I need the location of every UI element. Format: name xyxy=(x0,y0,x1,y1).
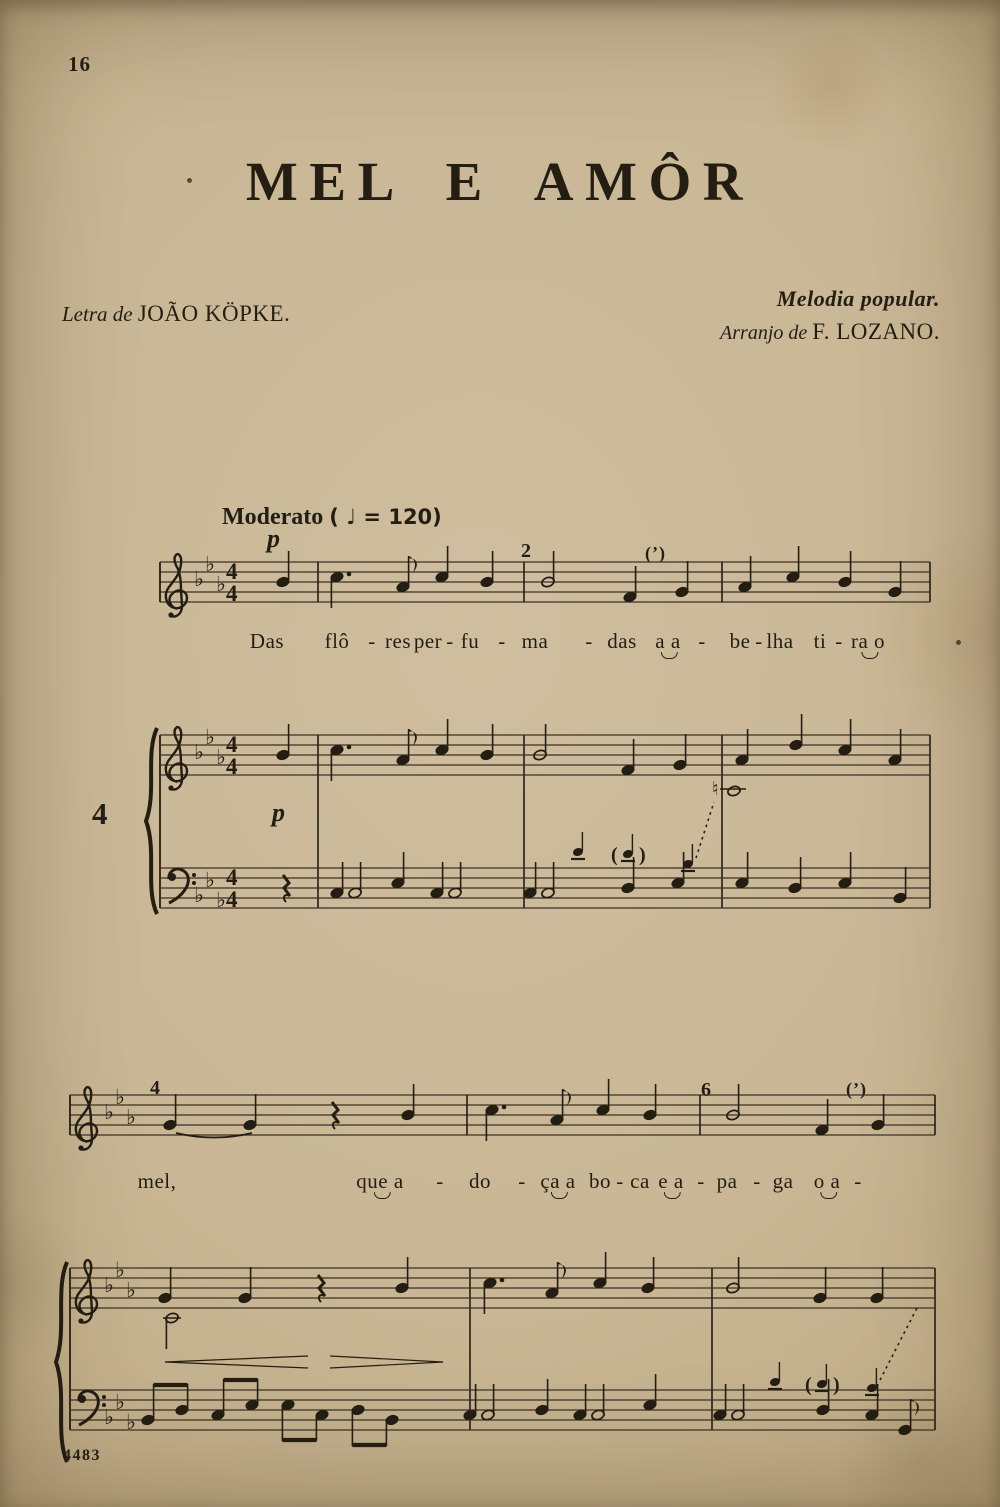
lyric-syllable: - xyxy=(835,629,843,653)
svg-text:4: 4 xyxy=(226,887,238,912)
lyric-syllable: per xyxy=(413,629,443,653)
lyric-syllable: res xyxy=(385,629,411,653)
lyric-syllable: flô xyxy=(324,629,350,653)
lyric-syllable: ga xyxy=(772,1169,794,1193)
page-number: 16 xyxy=(68,52,91,76)
lyric-syllable: do xyxy=(469,1169,491,1193)
lyric-syllable: fu xyxy=(460,629,480,653)
credit-arranger-prefix: Arranjo de xyxy=(720,322,813,344)
svg-text:♭: ♭ xyxy=(194,740,204,764)
svg-text:): ) xyxy=(833,1374,840,1396)
svg-text:♭: ♭ xyxy=(194,883,204,907)
lyric-syllable: e a xyxy=(658,1169,684,1193)
lyric-syllable: o a xyxy=(813,1169,841,1193)
breath-mark-1: (’) xyxy=(645,543,666,563)
lyric-syllable: - xyxy=(753,1169,761,1193)
lyric-syllable: das xyxy=(607,629,637,653)
lyric-syllable: ça a xyxy=(540,1169,576,1193)
svg-text:♭: ♭ xyxy=(205,552,215,576)
svg-text:♭: ♭ xyxy=(194,567,204,591)
lyric-syllable: - xyxy=(755,629,763,653)
svg-text:): ) xyxy=(639,844,646,866)
svg-text:(: ( xyxy=(611,844,618,866)
lyric-syllable: - xyxy=(436,1169,444,1193)
lyric-syllable: bo xyxy=(589,1169,611,1193)
svg-text:♭: ♭ xyxy=(216,745,226,769)
lyric-syllable: - xyxy=(854,1169,862,1193)
lyric-syllable: - xyxy=(446,629,454,653)
credit-arranger-name: F. LOZANO. xyxy=(812,319,940,344)
metronome-marking: ( ♩ = 120) xyxy=(329,505,442,529)
svg-text:♭: ♭ xyxy=(126,1105,136,1129)
lyric-syllable: be xyxy=(729,629,751,653)
plate-number: 4483 xyxy=(63,1447,101,1464)
lyric-syllable: Das xyxy=(249,629,285,653)
lyric-syllable: - xyxy=(368,629,376,653)
system-number: 4 xyxy=(92,796,108,831)
lyric-syllable: ma xyxy=(521,629,549,653)
lyric-syllable: - xyxy=(518,1169,526,1193)
dynamic-p-vocal: p xyxy=(267,524,280,553)
lyric-syllable: - xyxy=(585,629,593,653)
svg-text:♭: ♭ xyxy=(115,1085,125,1109)
svg-text:♭: ♭ xyxy=(104,1405,114,1429)
lyric-syllable: - xyxy=(498,629,506,653)
svg-text:♭: ♭ xyxy=(126,1410,136,1434)
lyric-syllable: - xyxy=(698,629,706,653)
svg-text:(: ( xyxy=(805,1374,812,1396)
svg-text:4: 4 xyxy=(226,865,238,890)
lyric-syllable: - xyxy=(616,1169,624,1193)
lyric-syllable: ti xyxy=(813,629,827,653)
lyric-syllable: a a xyxy=(655,629,681,653)
svg-text:♭: ♭ xyxy=(115,1390,125,1414)
paper-speck xyxy=(956,640,961,645)
lyric-syllable: mel, xyxy=(137,1169,177,1193)
lyric-syllable: ra o xyxy=(850,629,886,653)
svg-text:♭: ♭ xyxy=(205,868,215,892)
lyric-syllable: que a xyxy=(356,1169,404,1193)
svg-text:♭: ♭ xyxy=(216,888,226,912)
dynamic-p-piano: p xyxy=(272,798,285,827)
credit-melody-source: Melodia popular. xyxy=(776,286,940,311)
svg-text:♮: ♮ xyxy=(712,778,719,800)
lyric-syllable: ca xyxy=(630,1169,650,1193)
measure-number-4: 4 xyxy=(150,1077,160,1099)
svg-text:4: 4 xyxy=(226,581,238,606)
svg-text:♭: ♭ xyxy=(216,572,226,596)
lyric-syllable: lha xyxy=(766,629,794,653)
svg-text:4: 4 xyxy=(226,559,238,584)
page-title: MEL E AMÔR xyxy=(245,151,755,212)
svg-text:4: 4 xyxy=(226,732,238,757)
breath-mark-2: (’) xyxy=(846,1079,867,1099)
paper-speck xyxy=(187,178,192,183)
tempo-label: Moderato xyxy=(222,504,330,530)
svg-text:♭: ♭ xyxy=(104,1273,114,1297)
lyric-syllable: pa xyxy=(716,1169,738,1193)
credit-lyricist-prefix: Letra de xyxy=(62,302,138,326)
credit-lyricist-name: JOÃO KÖPKE. xyxy=(137,301,291,326)
svg-text:4: 4 xyxy=(226,754,238,779)
svg-text:♭: ♭ xyxy=(115,1258,125,1282)
lyric-syllable: - xyxy=(697,1169,705,1193)
measure-number-6: 6 xyxy=(701,1079,711,1101)
measure-number-2: 2 xyxy=(521,540,531,562)
svg-text:♭: ♭ xyxy=(104,1100,114,1124)
svg-text:♭: ♭ xyxy=(205,725,215,749)
svg-text:♭: ♭ xyxy=(126,1278,136,1302)
